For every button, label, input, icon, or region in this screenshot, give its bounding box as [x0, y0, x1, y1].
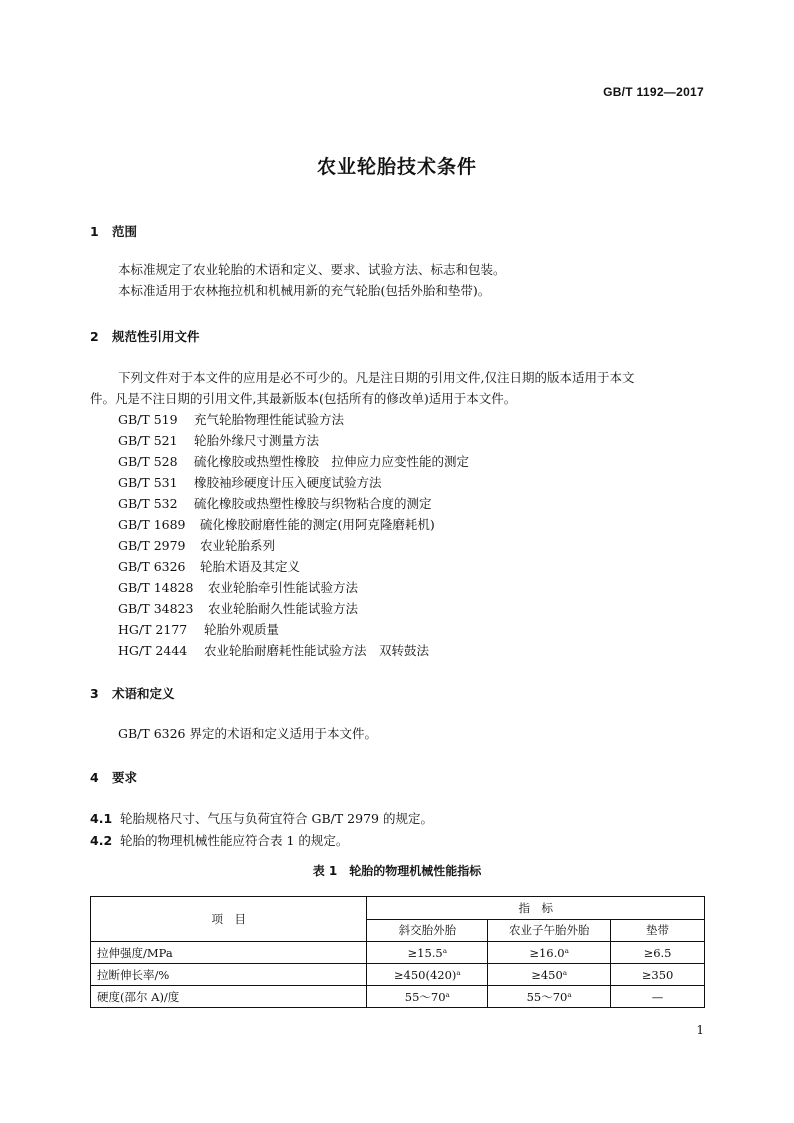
- table-row: [91, 942, 705, 964]
- section-2-heading: [90, 327, 200, 345]
- table-cell: 55～70ᵃ: [488, 986, 611, 1008]
- row-label: 拉断伸长率/%: [91, 964, 367, 986]
- reference-code: GB/T 531: [118, 475, 178, 490]
- table-cell: ≥450(420)ᵃ: [367, 964, 488, 986]
- table-cell: —: [611, 986, 705, 1008]
- clause-number: 4.2: [90, 833, 113, 848]
- table-cell: ≥16.0ᵃ: [488, 942, 611, 964]
- clause-number: 4.1: [90, 811, 113, 826]
- section-4-heading: [90, 768, 137, 786]
- reference-item: [118, 619, 469, 640]
- reference-code: GB/T 34823: [118, 601, 194, 616]
- reference-code: GB/T 532: [118, 496, 178, 511]
- clause-4-1: [90, 809, 433, 827]
- table-header-row: [91, 897, 705, 920]
- table-row: [91, 964, 705, 986]
- reference-list: [118, 409, 469, 661]
- reference-item: [118, 430, 469, 451]
- section-1-heading: [90, 222, 137, 240]
- clause-text: 轮胎的物理机械性能应符合表 1 的规定。: [120, 833, 349, 848]
- section-number: 4: [90, 770, 99, 785]
- reference-item: [118, 598, 469, 619]
- reference-title: 轮胎外观质量: [204, 622, 280, 637]
- reference-code: HG/T 2177: [118, 622, 188, 637]
- reference-item: [118, 535, 469, 556]
- reference-item: [118, 640, 469, 661]
- section-title: 要求: [112, 770, 138, 785]
- table-cell: ≥15.5ᵃ: [367, 942, 488, 964]
- column-header: 垫带: [611, 919, 705, 942]
- section-title: 规范性引用文件: [112, 329, 200, 344]
- intro-line: 件。凡是不注日期的引用文件,其最新版本(包括所有的修改单)适用于本文件。: [90, 391, 517, 406]
- reference-title: 硫化橡胶或热塑性橡胶 拉伸应力应变性能的测定: [194, 454, 470, 469]
- reference-title: 橡胶袖珍硬度计压入硬度试验方法: [194, 475, 382, 490]
- clause-4-2: [90, 831, 348, 849]
- reference-item: [118, 577, 469, 598]
- reference-item: [118, 451, 469, 472]
- row-label: 拉伸强度/MPa: [91, 942, 367, 964]
- document-title: 农业轮胎技术条件: [316, 156, 477, 178]
- reference-code: GB/T 2979: [118, 538, 186, 553]
- reference-title: 硫化橡胶耐磨性能的测定(用阿克隆磨耗机): [200, 517, 435, 532]
- section-number: 2: [90, 329, 99, 344]
- reference-title: 农业轮胎耐磨耗性能试验方法 双转鼓法: [204, 643, 430, 658]
- reference-code: GB/T 1689: [118, 517, 186, 532]
- table-caption: 表 1 轮胎的物理机械性能指标: [312, 864, 482, 878]
- reference-title: 轮胎外缘尺寸测量方法: [194, 433, 320, 448]
- standard-code: GB/T 1192—2017: [603, 85, 704, 99]
- reference-code: GB/T 14828: [118, 580, 194, 595]
- column-header: 斜交胎外胎: [367, 919, 488, 942]
- reference-code: GB/T 528: [118, 454, 178, 469]
- reference-title: 农业轮胎牵引性能试验方法: [208, 580, 359, 595]
- table-cell: ≥6.5: [611, 942, 705, 964]
- page-number: 1: [696, 1023, 704, 1037]
- column-header: 农业子午胎外胎: [488, 919, 611, 942]
- table-cell: ≥350: [611, 964, 705, 986]
- reference-title: 硫化橡胶或热塑性橡胶与织物粘合度的测定: [194, 496, 432, 511]
- header-indicator-cell: 指 标: [367, 897, 705, 920]
- paragraph: 本标准规定了农业轮胎的术语和定义、要求、试验方法、标志和包装。: [118, 262, 506, 277]
- section-3-heading: [90, 684, 175, 702]
- reference-code: GB/T 521: [118, 433, 178, 448]
- paragraph: 本标准适用于农林拖拉机和机械用新的充气轮胎(包括外胎和垫带)。: [118, 283, 491, 298]
- section-3-body: GB/T 6326 界定的术语和定义适用于本文件。: [118, 726, 377, 741]
- section-title: 范围: [112, 224, 138, 239]
- section-2-intro: [90, 367, 710, 409]
- reference-title: 农业轮胎耐久性能试验方法: [208, 601, 359, 616]
- row-label: 硬度(邵尔 A)/度: [91, 986, 367, 1008]
- reference-item: [118, 556, 469, 577]
- section-number: 1: [90, 224, 99, 239]
- reference-title: 充气轮胎物理性能试验方法: [194, 412, 345, 427]
- reference-code: GB/T 519: [118, 412, 178, 427]
- reference-item: [118, 493, 469, 514]
- section-1-body: [118, 259, 506, 301]
- table-row: [91, 986, 705, 1008]
- table-cell: ≥450ᵃ: [488, 964, 611, 986]
- table-cell: 55～70ᵃ: [367, 986, 488, 1008]
- reference-code: GB/T 6326: [118, 559, 186, 574]
- reference-item: [118, 514, 469, 535]
- intro-line: 下列文件对于本文件的应用是必不可少的。凡是注日期的引用文件,仅注日期的版本适用于本文: [118, 370, 635, 385]
- reference-code: HG/T 2444: [118, 643, 188, 658]
- section-title: 术语和定义: [112, 686, 175, 701]
- reference-title: 轮胎术语及其定义: [200, 559, 301, 574]
- section-number: 3: [90, 686, 99, 701]
- clause-text: 轮胎规格尺寸、气压与负荷宜符合 GB/T 2979 的规定。: [120, 811, 433, 826]
- property-table: [90, 896, 705, 1008]
- reference-item: [118, 409, 469, 430]
- reference-title: 农业轮胎系列: [200, 538, 276, 553]
- header-item-cell: 项 目: [91, 897, 367, 942]
- reference-item: [118, 472, 469, 493]
